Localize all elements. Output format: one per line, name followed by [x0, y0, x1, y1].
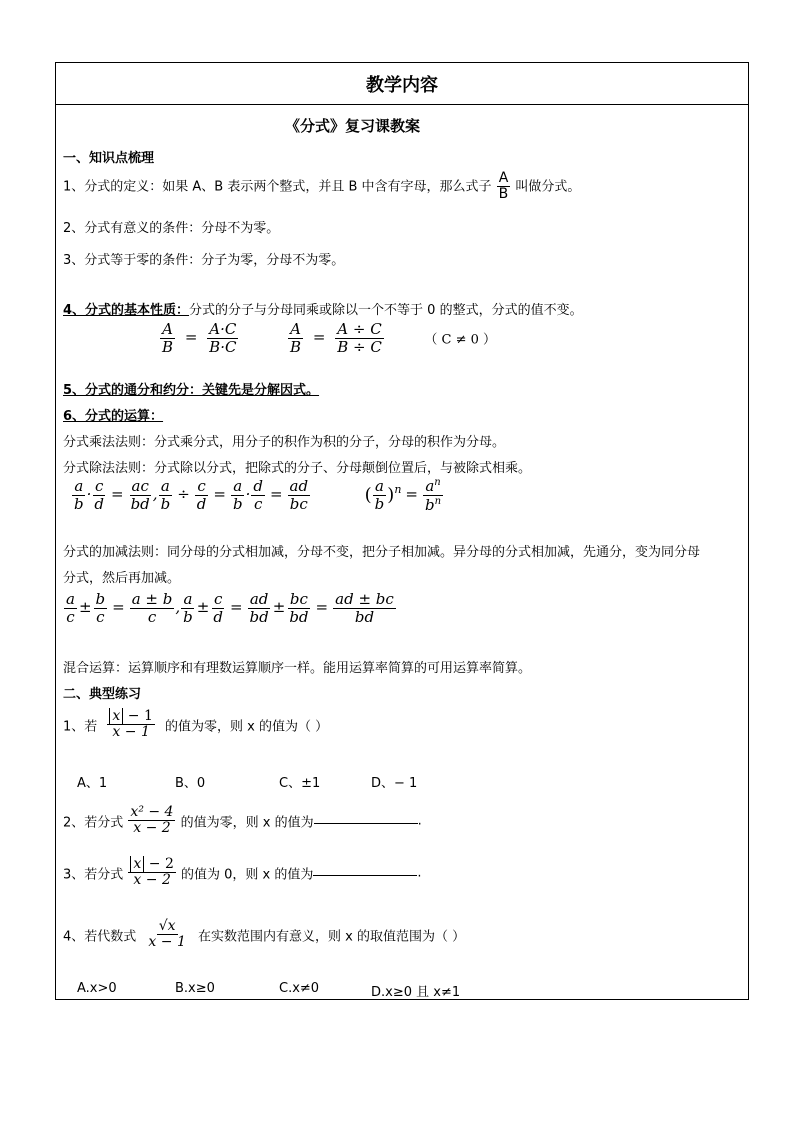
question-3: 3、若分式 $\frac{x - 2}{x - 2}$ 的值为 0，则 x 的值为 .: [63, 856, 422, 889]
rule-division: 分式除法法则：分式除以分式，把除式的分子、分母颠倒位置后，与被除式相乘。: [63, 461, 532, 476]
frac-a-b-power: $\frac{a}{b}$: [374, 477, 385, 513]
nonzero-condition: （ C ≠ 0 ）: [424, 332, 496, 348]
frac-d-c: $\frac{d}{c}$: [253, 477, 263, 513]
item-definition: 1、分式的定义：如果 A、B 表示两个整式，并且 B 中含有字母，那么式子 $\frac{A}{B}$ 叫做分式。: [63, 170, 581, 203]
rule-mixed: 混合运算：运算顺序和有理数运算顺序一样。能用运算率简算的可用运算率简算。: [63, 661, 532, 676]
frac-c-d-2: $\frac{c}{d}$: [196, 477, 207, 513]
formula-basic-property: $\frac{A}{B}$ = $\frac{A\cdot C}{B\cdot C}$ $\frac{A}{B}$ = $\frac{A \div C}{B \div C}$ （ C ≠ 0 ）: [162, 320, 496, 356]
q1-option-a: A、1: [77, 776, 108, 791]
lesson-content: [63, 105, 742, 999]
frac-adivc-over-bdivc: $\frac{A \div C}{B \div C}$: [337, 320, 382, 356]
item-operations: 6、分式的运算：: [63, 409, 164, 424]
question-2: 2、若分式 $\frac{\text{x² − 4}}{x - 2}$ 的值为零，则 x 的值为 .: [63, 804, 422, 837]
frac-apb-c: $\frac{a \pm b}{c}$: [131, 590, 173, 626]
q3-fraction: $\frac{x - 2}{x - 2}$: [128, 857, 175, 889]
formula-add-sub: $\frac{a}{c}$ ± $\frac{b}{c}$ = $\frac{a \pm b}{c}$ , $\frac{a}{b}$ ± $\frac{c}{d}$ = $\frac{ad}{bd}$ ± $\frac{bc}{bd}$ = $\frac{ad \pm bc}{bd}$: [66, 590, 394, 626]
header-title: 教学内容: [366, 74, 438, 96]
frac-adpbc-bd: $\frac{ad \pm bc}{bd}$: [335, 590, 394, 626]
frac-an-bn: $\frac{a^n}{b^n}$: [424, 477, 442, 514]
frac-ac-over-bc: $\frac{A\cdot C}{B\cdot C}$: [209, 320, 237, 356]
item-zero-condition: 3、分式等于零的条件：分子为零，分母不为零。: [63, 253, 345, 268]
table-header: [56, 63, 748, 105]
q4-option-a: A.x>0: [77, 981, 117, 996]
q4-option-b: B.x≥0: [175, 981, 215, 996]
q1-option-c: C、±1: [279, 776, 321, 791]
frac-ad-bd: $\frac{ad}{bd}$: [249, 590, 269, 626]
frac-a-b-3: $\frac{a}{b}$: [232, 477, 243, 513]
rule-addition-line2: 分式，然后再加减。: [63, 571, 181, 586]
lesson-table: [55, 62, 749, 1000]
frac-a-c: $\frac{a}{c}$: [66, 590, 75, 626]
frac-bc-bd: $\frac{bc}{bd}$: [289, 590, 309, 626]
q2-fraction: $\frac{\text{x² − 4}}{x - 2}$: [130, 804, 174, 837]
q3-answer-blank[interactable]: [313, 861, 417, 876]
question-1: 1、若 $\frac{x - 1}{x - 1}$ 的值为零，则 x 的值为（ ）: [63, 708, 329, 741]
q1-option-b: B、0: [175, 776, 206, 791]
q1-fraction: $\frac{x - 1}{x - 1}$: [107, 709, 154, 741]
item-meaningful-condition: 2、分式有意义的条件：分母不为零。: [63, 221, 280, 236]
frac-a-over-b: $\frac{A}{B}$: [162, 320, 174, 356]
q4-option-d: D.x≥0 且 x≠1: [371, 985, 461, 1000]
formula-mul-div: $\frac{a}{b}$ · $\frac{c}{d}$ = $\frac{ac}{bd}$ , $\frac{a}{b}$ ÷ $\frac{c}{d}$ = $\frac{a}{b}$ · $\frac{d}{c}$ = $\frac{ad}{bc}$ ( $\frac{a}{b}$ )$^n$ = $\frac{a^n}{b^n}$: [74, 477, 442, 514]
frac-ac-bd: $\frac{ac}{bd}$: [130, 477, 150, 513]
q4-option-c: C.x≠0: [279, 981, 320, 996]
q2-answer-blank[interactable]: [314, 809, 418, 824]
frac-a-over-b-2: $\frac{A}{B}$: [290, 320, 302, 356]
item-basic-property: 4、分式的基本性质：分式的分子与分母同乘或除以一个不等于 0 的整式，分式的值不变。: [63, 303, 583, 318]
frac-c-d: $\frac{c}{d}$: [94, 477, 104, 513]
basic-property-label: 4、分式的基本性质：: [63, 303, 190, 318]
section-knowledge-heading: 一、知识点梳理: [63, 151, 155, 166]
item-common-denominator: 5、分式的通分和约分：关键先是分解因式。: [63, 383, 320, 398]
frac-a-b-add: $\frac{a}{b}$: [183, 590, 193, 626]
doc-title: 《分式》复习课教案: [285, 117, 421, 135]
frac-c-d-add: $\frac{c}{d}$: [213, 590, 223, 626]
question-4: 4、若代数式 $\frac{√x}{x - 1}$ 在实数范围内有意义，则 x 的取值范围为（ ）: [63, 918, 466, 951]
q1-option-d: D、− 1: [371, 776, 418, 791]
definition-fraction: $\frac{A}{B}$: [498, 170, 509, 203]
q4-fraction: $\frac{√x}{x - 1}$: [148, 918, 186, 951]
rule-multiplication: 分式乘法法则：分式乘分式，用分子的积作为积的分子，分母的积作为分母。: [63, 435, 506, 450]
frac-a-b-2: $\frac{a}{b}$: [160, 477, 171, 513]
rule-addition-line1: 分式的加减法则：同分母的分式相加减，分母不变，把分子相加减。异分母的分式相加减，先通分，变为同分母: [63, 545, 701, 560]
frac-b-c: $\frac{b}{c}$: [95, 590, 106, 626]
frac-ad-bc: $\frac{ad}{bc}$: [289, 477, 309, 513]
section-practice-heading: 二、典型练习: [63, 687, 142, 702]
frac-a-b: $\frac{a}{b}$: [74, 477, 84, 513]
